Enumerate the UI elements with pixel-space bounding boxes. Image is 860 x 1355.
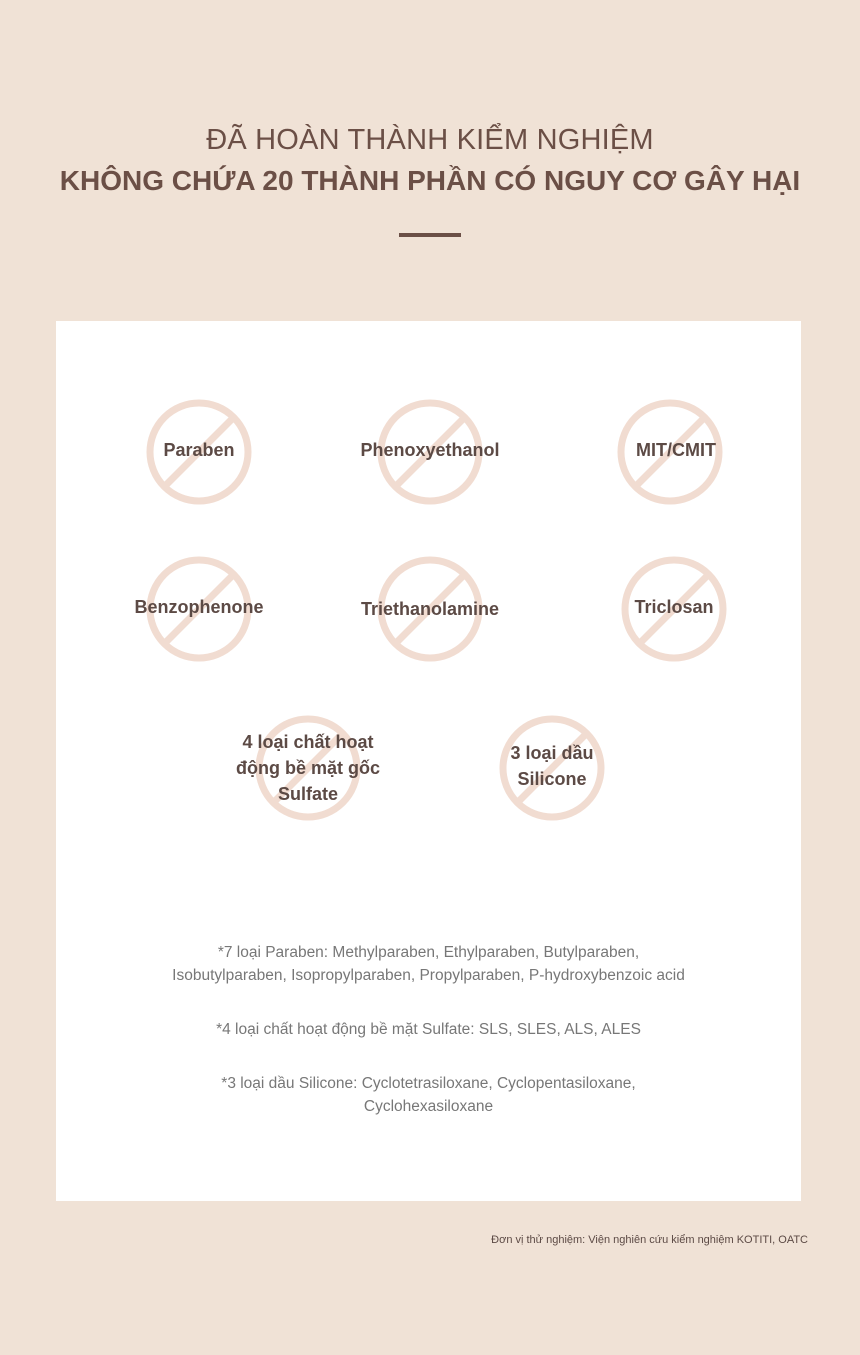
ingredient-label [442, 740, 662, 792]
footnote-line: *7 loại Paraben: Methylparaben, Ethylparaben, Butylparaben, [217, 944, 640, 961]
ingredient-label-line: 3 loại dầu [510, 743, 594, 763]
footnote-sulfate [56, 1018, 801, 1041]
footnote-line: *3 loại dầu Silicone: Cyclotetrasiloxane, Cyclopentasiloxane, [221, 1075, 636, 1092]
ingredient-label: Triclosan [634, 597, 714, 617]
ingredient-label: Phenoxyethanol [360, 440, 500, 460]
footnote-paraben [56, 941, 801, 987]
ingredient-label: Paraben [163, 440, 235, 460]
footnotes [56, 941, 801, 1149]
ingredient-label: Benzophenone [134, 597, 264, 617]
page-heading-line1: ĐÃ HOÀN THÀNH KIỂM NGHIỆM [206, 124, 654, 156]
ingredient-label: MIT/CMIT [636, 440, 716, 460]
ingredients-card [56, 321, 801, 1201]
ingredient-label-line: động bề mặt gốc [236, 758, 380, 778]
page-heading-line2: KHÔNG CHỨA 20 THÀNH PHẦN CÓ NGUY CƠ GÂY HẠI [59, 165, 801, 196]
ingredient-label [198, 729, 418, 807]
testing-unit-credit: Đơn vị thử nghiệm: Viện nghiên cứu kiểm nghiệm KOTITI, OATC [491, 1234, 808, 1246]
footnote-line: *4 loại chất hoạt động bề mặt Sulfate: SLS, SLES, ALS, ALES [216, 1021, 641, 1038]
ingredient-label-line: Silicone [517, 769, 587, 789]
ingredient-label: Triethanolamine [360, 599, 500, 619]
ingredient-label-line: 4 loại chất hoạt [242, 732, 374, 752]
footnote-line: Cyclohexasiloxane [363, 1098, 494, 1115]
footnote-silicone [56, 1072, 801, 1118]
heading-divider [399, 233, 461, 237]
ingredient-label-line: Sulfate [277, 784, 338, 804]
footnote-line: Isobutylparaben, Isopropylparaben, Propylparaben, P-hydroxybenzoic acid [172, 967, 685, 984]
